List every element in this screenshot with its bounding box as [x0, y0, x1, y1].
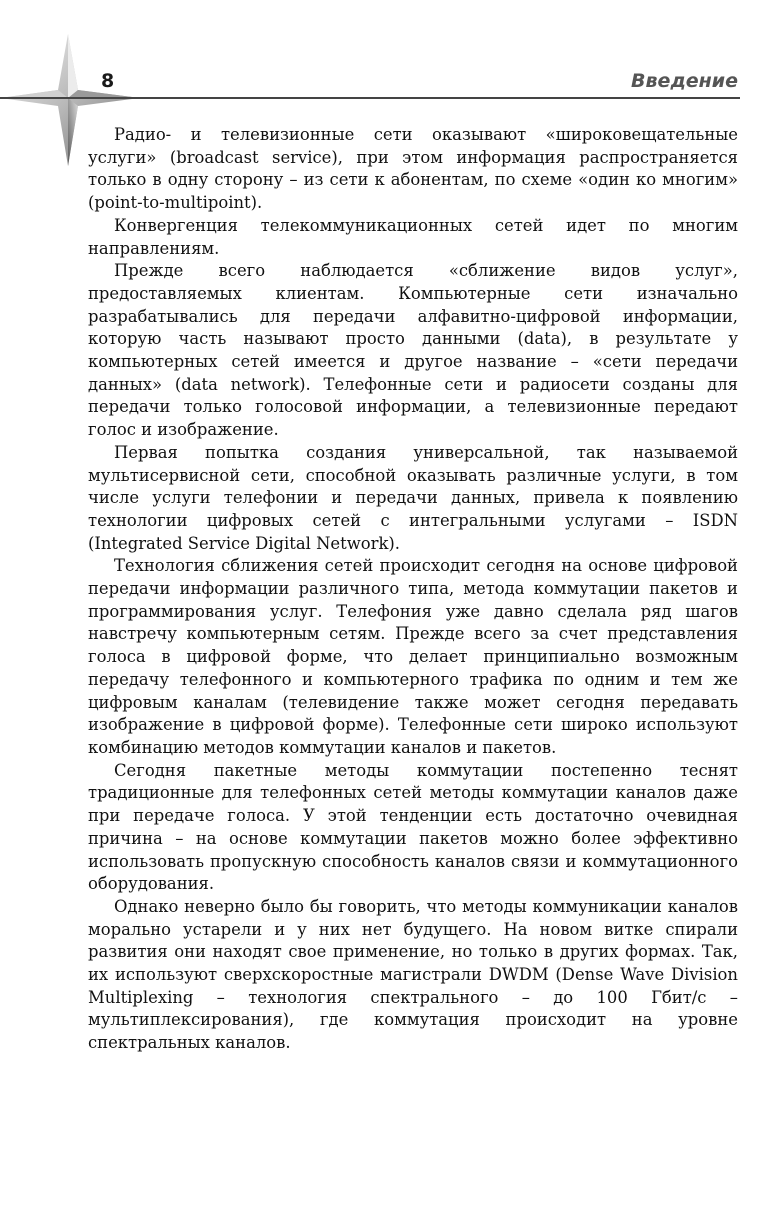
paragraph: Конвергенция телекоммуникационных сетей идет по многим направлениям.	[88, 215, 738, 258]
paragraph: Сегодня пакетные методы коммутации постепенно теснят традиционные для телефонных сетей методы коммутации каналов даже при передаче голоса. У этой тенденции есть достаточно очевидная причина – на основе коммутации пакетов можно более эффективно использовать пропускную способность каналов связи и коммутационного оборудования.	[88, 760, 738, 894]
header-rule	[0, 97, 740, 99]
running-title: Введение	[631, 70, 738, 92]
paragraph: Радио- и телевизионные сети оказывают «широковещательные услуги» (broadcast service), при этом информация распространяется только в одну сторону – из сети к абонентам, по схеме «один ко многим» (point-to-multipoint).	[88, 125, 738, 213]
page-number: 8	[101, 70, 115, 92]
paragraph: Первая попытка создания универсальной, так называемой мультисервисной сети, способной оказывать различные услуги, в том числе услуги телефонии и передачи данных, привела к появлению технологии цифровых сетей с интегральными услугами – ISDN (Integrated Service Digital Network).	[88, 442, 738, 553]
paragraph: Технология сближения сетей происходит сегодня на основе цифровой передачи информации различного типа, метода коммутации пакетов и программирования услуг. Телефония уже давно сделала ряд шагов навстречу компьютерным сетям. Прежде всего за счет представления голоса в цифровой форме, что делает принципиально возможным передачу телефонного и компьютерного трафика по одним и тем же цифровым каналам (телевидение также может сегодня передавать изображение в цифровой форме). Телефонные сети широко используют комбинацию методов коммутации каналов и пакетов.	[88, 556, 738, 757]
body-text	[88, 124, 738, 1055]
paragraph: Однако неверно было бы говорить, что методы коммуникации каналов морально устарели и у них нет будущего. На новом витке спирали развития они находят свое применение, но только в других формах. Так, их используют сверхскоростные магистрали DWDM (Dense Wave Division Multiplexing – технология спектрального – до 100 Гбит/с – мультиплексирования), где коммутация происходит на уровне спектральных каналов.	[88, 896, 738, 1053]
paragraph: Прежде всего наблюдается «сближение видов услуг», предоставляемых клиентам. Компьютерные сети изначально разрабатывались для передачи алфавитно-цифровой информации, которую часть называют просто данными (data), в результате у компьютерных сетей имеется и другое название – «сети передачи данных» (data network). Телефонные сети и радиосети созданы для передачи только голосовой информации, а телевизионные передают голос и изображение.	[88, 261, 738, 440]
